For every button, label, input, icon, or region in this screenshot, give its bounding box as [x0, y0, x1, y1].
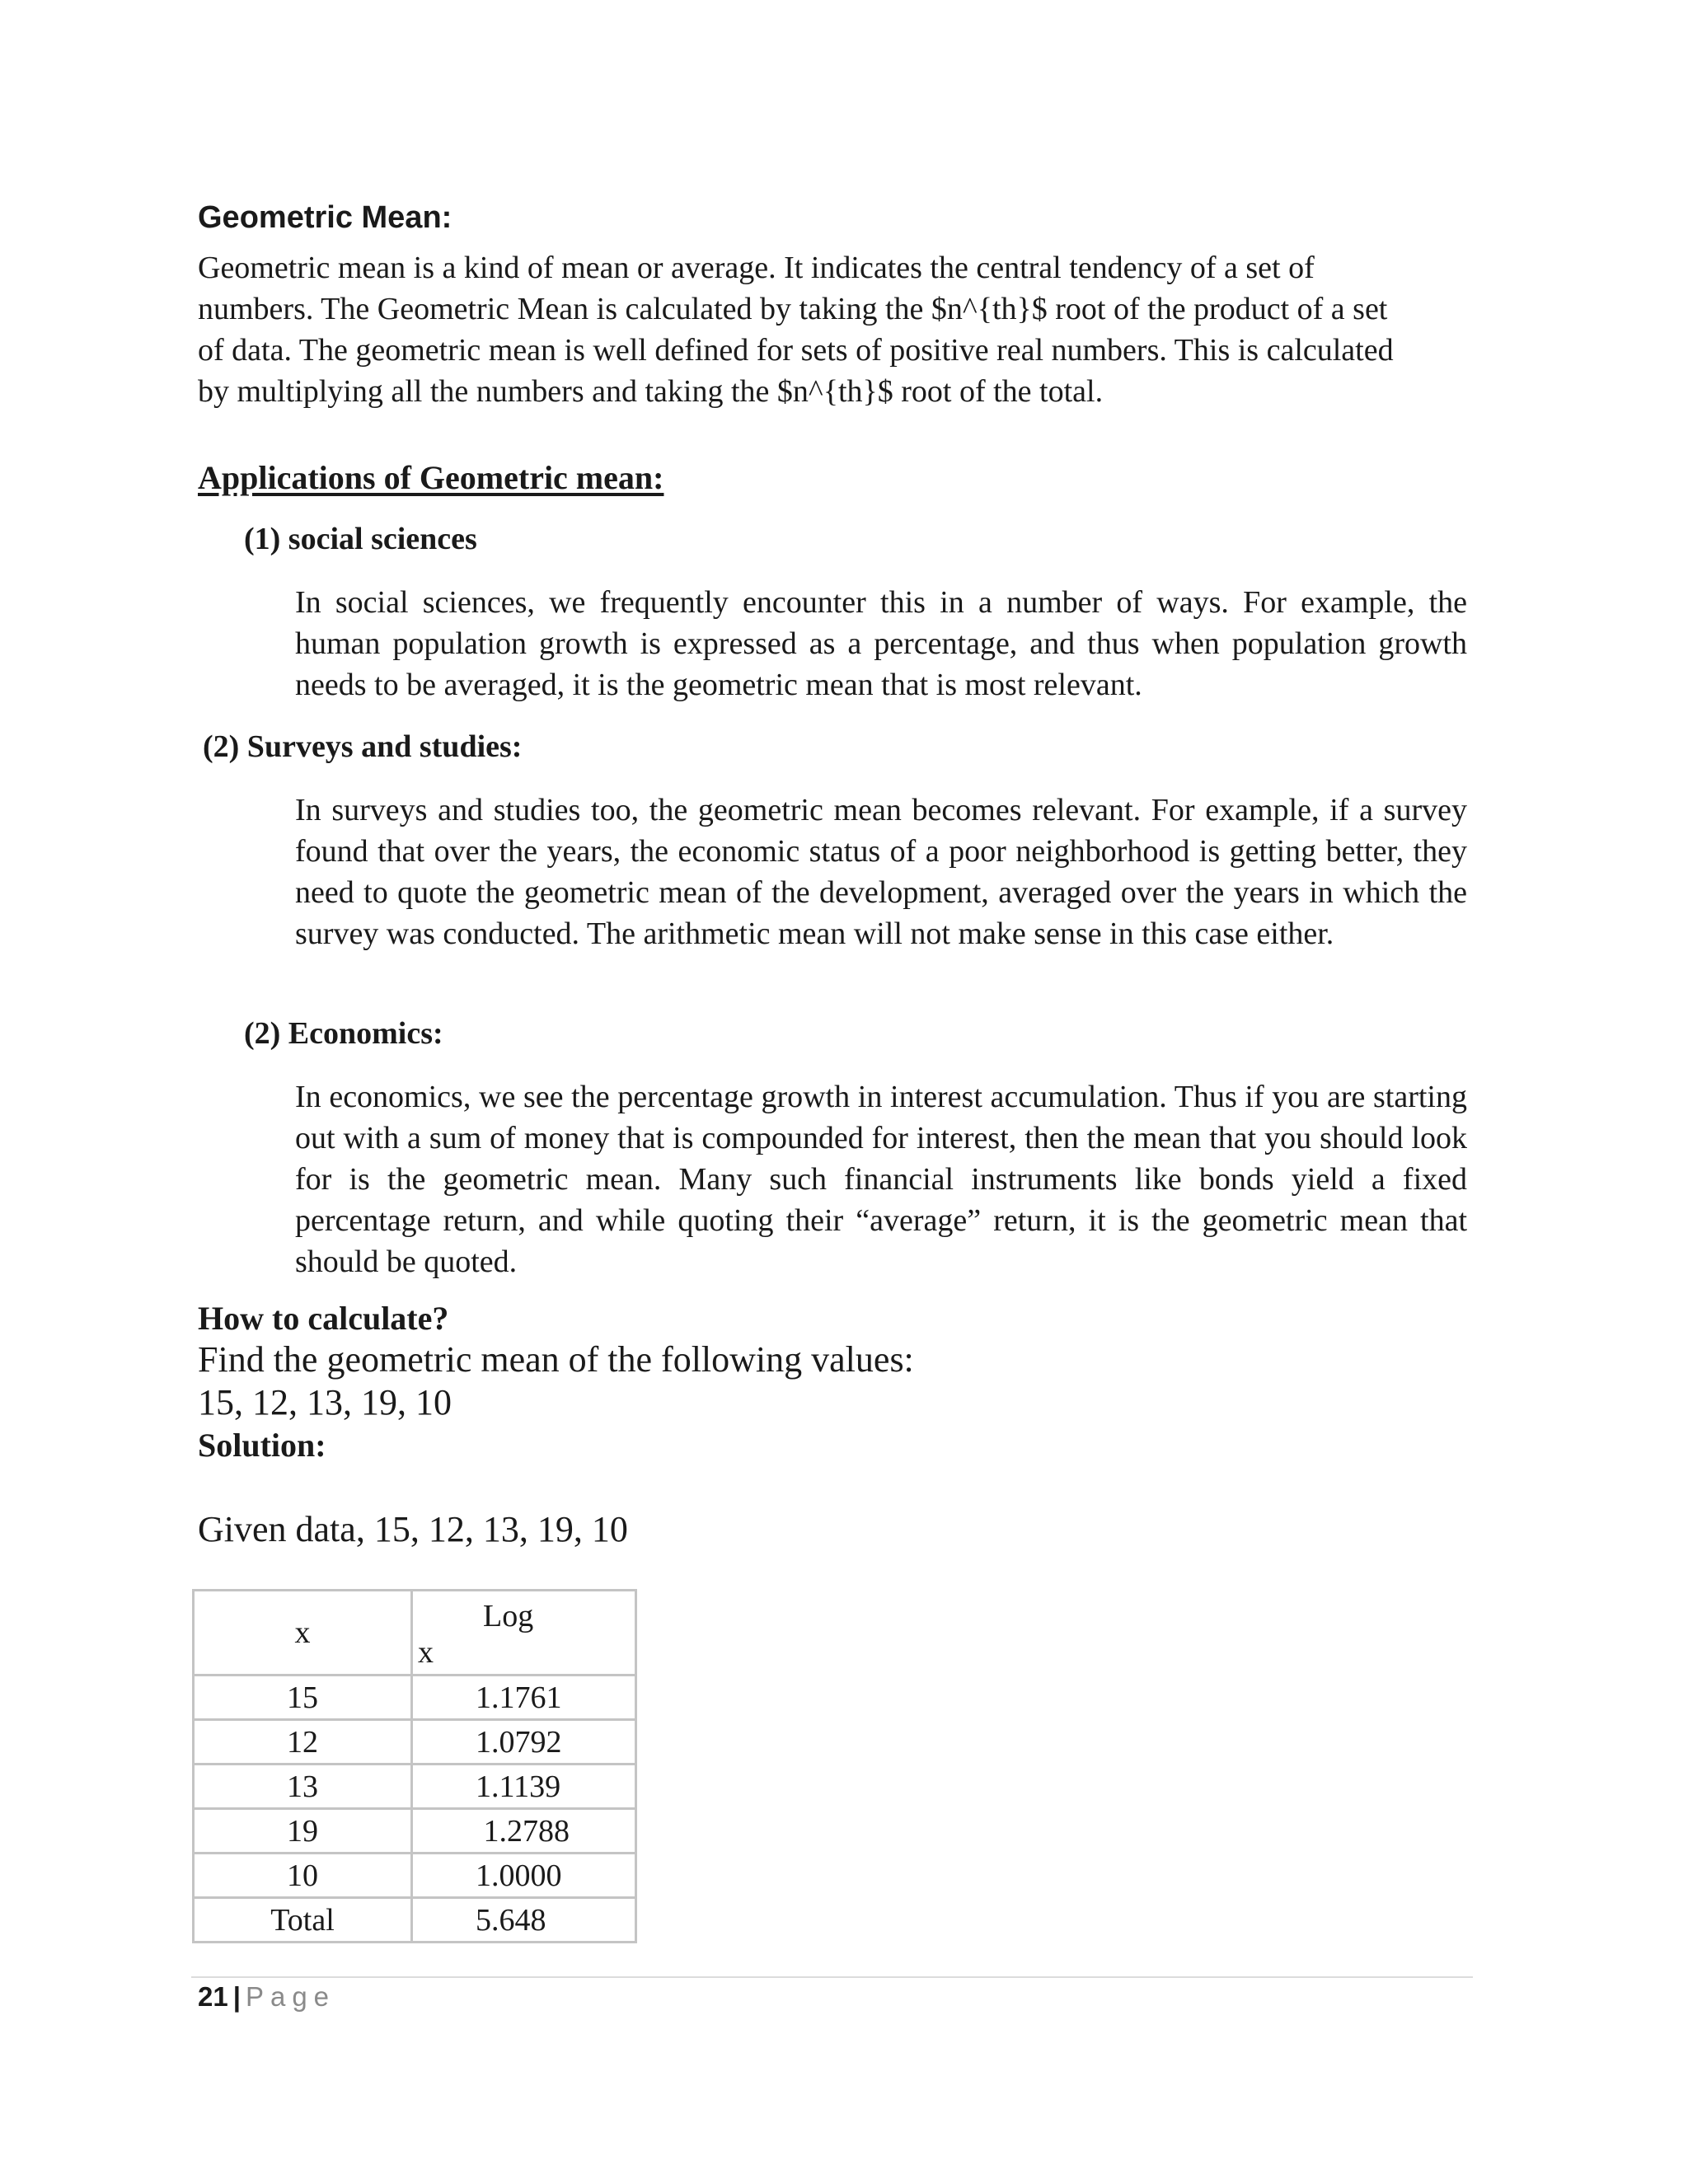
cell-log: 1.2788 [412, 1809, 636, 1854]
page-footer [198, 1981, 335, 2013]
application-heading-economics: (2) Economics: [244, 1016, 443, 1051]
application-text-social-sciences: In social sciences, we frequently encounter this in a number of ways. For example, the human population growth is expressed as a percentage, and thus when population growth needs to be averaged, it is the geometric mean that is most relevant. [295, 585, 1467, 702]
page-number: 21 [198, 1981, 228, 2012]
page-label: Page [245, 1981, 336, 2012]
header-x: x [194, 1591, 412, 1675]
applications-heading: Applications of Geometric mean: [198, 459, 664, 496]
how-to-calculate-heading: How to calculate? [198, 1300, 449, 1337]
table-total-row [194, 1898, 636, 1943]
application-heading-surveys: (2) Surveys and studies: [203, 729, 523, 764]
cell-x: 15 [194, 1675, 412, 1720]
cell-total-value: 5.648 [412, 1898, 636, 1943]
table-header-row [194, 1591, 636, 1675]
table-row [194, 1854, 636, 1898]
cell-x: 13 [194, 1765, 412, 1809]
section-heading-geometric-mean: Geometric Mean: [198, 200, 452, 235]
application-text-surveys: In surveys and studies too, the geometric mean becomes relevant. For example, if a survey found that over the years, the economic status of a poor neighborhood is getting better, they need to quote the geometric mean of the development, averaged over the years in which the survey was conducted. The arithmetic mean will not make sense in this case either. [295, 793, 1467, 951]
log-table [192, 1589, 637, 1943]
table-row [194, 1675, 636, 1720]
cell-total-label: Total [194, 1898, 412, 1943]
footer-separator: | [232, 1981, 241, 2012]
cell-x: 19 [194, 1809, 412, 1854]
solution-heading: Solution: [198, 1427, 326, 1464]
intro-line: by multiplying all the numbers and taking the $n^{th}$ root of the total. [198, 374, 1104, 409]
cell-log: 1.0792 [412, 1720, 636, 1765]
footer-divider [191, 1976, 1473, 1978]
header-log-label: Log [483, 1599, 534, 1633]
cell-log: 1.0000 [412, 1854, 636, 1898]
intro-line: numbers. The Geometric Mean is calculated by taking the $n^{th}$ root of the product of a set [198, 292, 1388, 326]
cell-log: 1.1139 [412, 1765, 636, 1809]
table-row [194, 1765, 636, 1809]
cell-x: 12 [194, 1720, 412, 1765]
application-text-economics: In economics, we see the percentage growth in interest accumulation. Thus if you are starting out with a sum of money that is compounded for interest, then the mean that you should look for is the geometric mean. Many such financial instruments like bonds yield a fixed percentage return, and while quoting their “average” return, it is the geometric mean that should be quoted. [295, 1080, 1467, 1279]
header-log-x-label: x [418, 1635, 434, 1670]
table-row [194, 1809, 636, 1854]
header-log-x [412, 1591, 636, 1675]
given-data: Given data, 15, 12, 13, 19, 10 [198, 1509, 628, 1549]
cell-x: 10 [194, 1854, 412, 1898]
intro-paragraph [198, 247, 1451, 412]
question-values: 15, 12, 13, 19, 10 [198, 1382, 452, 1422]
application-heading-social-sciences: (1) social sciences [244, 522, 477, 556]
cell-log: 1.1761 [412, 1675, 636, 1720]
table-row [194, 1720, 636, 1765]
intro-line: of data. The geometric mean is well defined for sets of positive real numbers. This is calculated [198, 333, 1394, 368]
question-text: Find the geometric mean of the following values: [198, 1339, 914, 1380]
intro-line: Geometric mean is a kind of mean or average. It indicates the central tendency of a set of [198, 251, 1315, 285]
